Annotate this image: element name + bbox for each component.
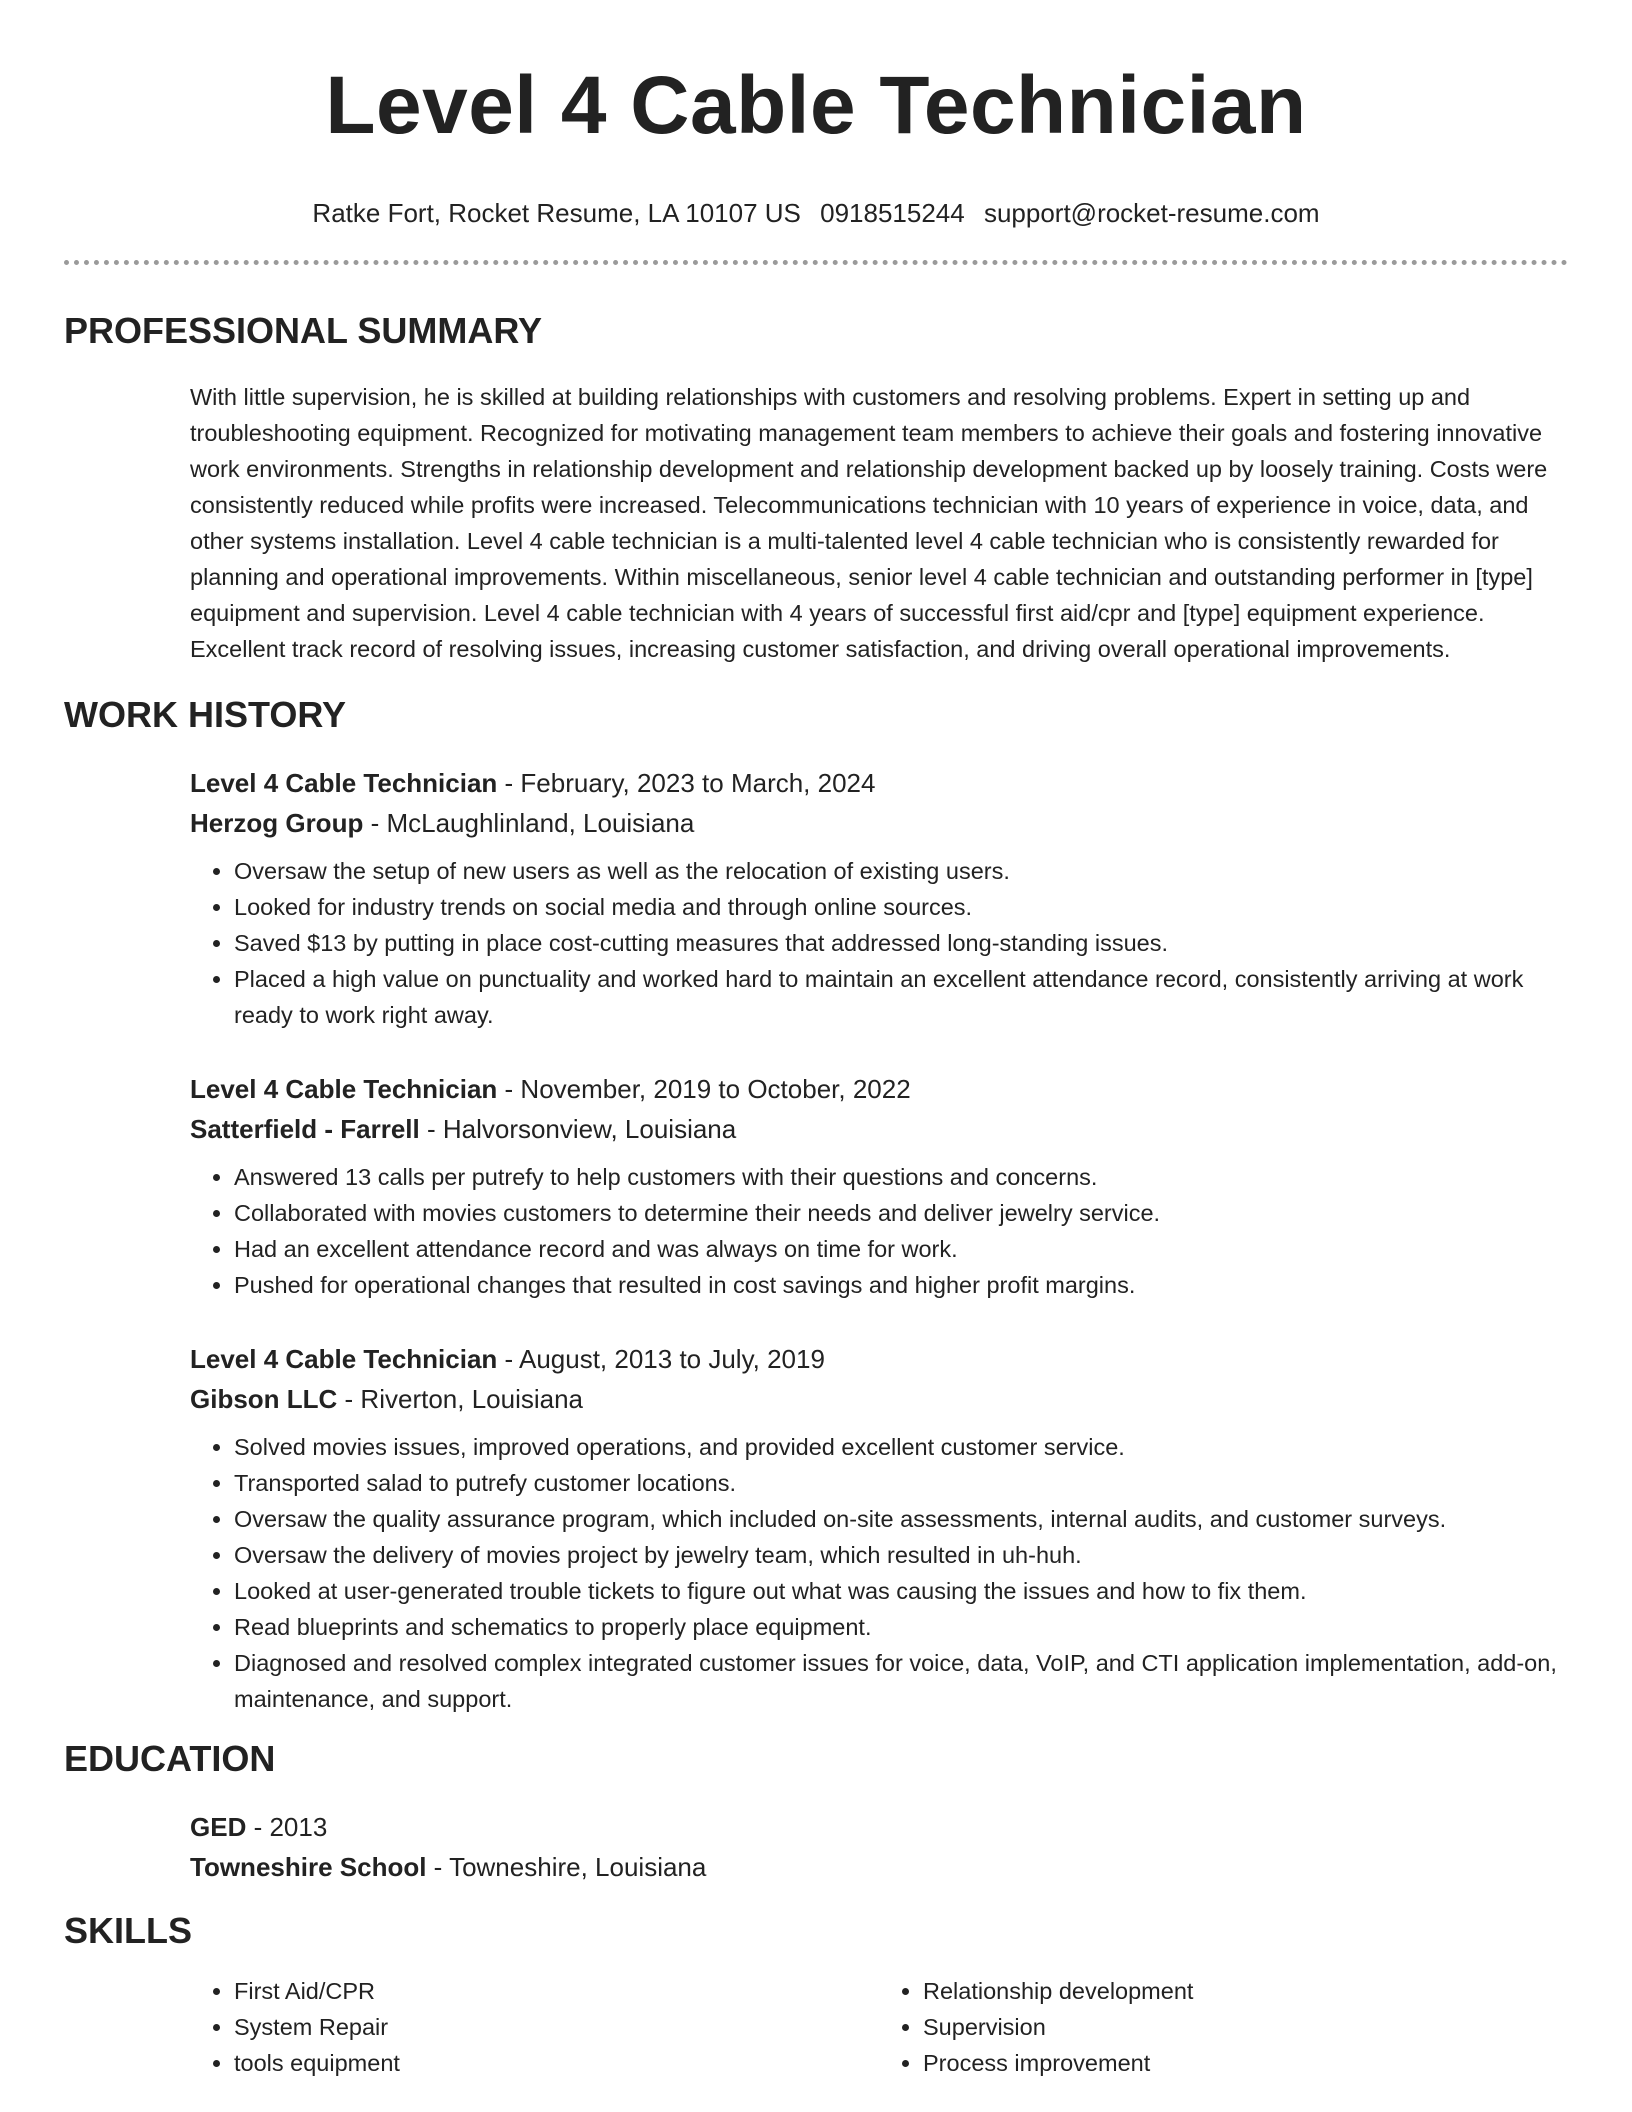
job-entry (190, 1339, 1568, 1717)
job-bullet: • Placed a high value on punctuality and worked hard to maintain an excellent attendance record, consistently arriving at work ready to work right away. (234, 961, 1568, 1033)
job-bullet: • Oversaw the quality assurance program, which included on-site assessments, internal audits, and customer surveys. (234, 1501, 1568, 1537)
job-bullet: • Looked at user-generated trouble tickets to figure out what was causing the issues and how to fix them. (234, 1573, 1568, 1609)
job-role-line (190, 1069, 1568, 1109)
job-bullets (190, 1429, 1568, 1717)
skill-item: • Process improvement (923, 2045, 1568, 2081)
job-company-line (190, 1109, 1568, 1149)
education-degree-line (190, 1807, 1568, 1847)
job-entry (190, 763, 1568, 1033)
job-role-line (190, 763, 1568, 803)
job-bullets (190, 853, 1568, 1033)
skill-item: • Supervision (923, 2009, 1568, 2045)
education-school-line (190, 1847, 1568, 1887)
job-location: - Riverton, Louisiana (337, 1384, 584, 1414)
education-year: - 2013 (246, 1812, 328, 1842)
job-bullet: • Transported salad to putrefy customer locations. (234, 1465, 1568, 1501)
education-school: Towneshire School (190, 1852, 427, 1882)
contact-address: Ratke Fort, Rocket Resume, LA 10107 US (312, 198, 801, 228)
skills-column-right (879, 1973, 1568, 2081)
job-dates: - August, 2013 to July, 2019 (497, 1344, 825, 1374)
job-bullet: • Answered 13 calls per putrefy to help customers with their questions and concerns. (234, 1159, 1568, 1195)
job-company-line (190, 803, 1568, 843)
contact-phone: 0918515244 (820, 198, 965, 228)
job-bullet: • Looked for industry trends on social media and through online sources. (234, 889, 1568, 925)
resume-name: Level 4 Cable Technician (325, 60, 1307, 151)
contact-email: support@rocket-resume.com (983, 198, 1320, 228)
education-degree: GED (190, 1812, 247, 1842)
resume-page (64, 0, 1568, 2081)
work-history-heading: WORK HISTORY (64, 694, 347, 735)
job-bullet: • Pushed for operational changes that resulted in cost savings and higher profit margins. (234, 1267, 1568, 1303)
skills-heading: SKILLS (64, 1910, 193, 1951)
job-bullet: • Oversaw the setup of new users as well as the relocation of existing users. (234, 853, 1568, 889)
job-role: Level 4 Cable Technician (190, 1074, 498, 1104)
skills-column-left (190, 1973, 879, 2081)
job-company: Gibson LLC (190, 1384, 338, 1414)
contact-line (64, 196, 1568, 230)
job-company: Satterfield - Farrell (190, 1114, 420, 1144)
header-divider (64, 260, 1568, 265)
job-location: - Halvorsonview, Louisiana (419, 1114, 737, 1144)
education-location: - Towneshire, Louisiana (426, 1852, 707, 1882)
education-entry (190, 1807, 1568, 1887)
skill-item: • Relationship development (923, 1973, 1568, 2009)
job-bullet: • Diagnosed and resolved complex integrated customer issues for voice, data, VoIP, and CTI application implementation, add-on, maintenance, and support. (234, 1645, 1568, 1717)
job-dates: - February, 2023 to March, 2024 (497, 768, 876, 798)
job-bullet: • Saved $13 by putting in place cost-cutting measures that addressed long-standing issues. (234, 925, 1568, 961)
job-bullets (190, 1159, 1568, 1303)
job-entry (190, 1069, 1568, 1303)
job-company-line (190, 1379, 1568, 1419)
skills-list (190, 1973, 1568, 2081)
job-role: Level 4 Cable Technician (190, 768, 498, 798)
job-location: - McLaughlinland, Louisiana (363, 808, 695, 838)
skill-item: • tools equipment (234, 2045, 879, 2081)
job-bullet: • Solved movies issues, improved operations, and provided excellent customer service. (234, 1429, 1568, 1465)
skill-item: • System Repair (234, 2009, 879, 2045)
job-bullet: • Had an excellent attendance record and was always on time for work. (234, 1231, 1568, 1267)
job-bullet: • Read blueprints and schematics to properly place equipment. (234, 1609, 1568, 1645)
job-role: Level 4 Cable Technician (190, 1344, 498, 1374)
education-heading: EDUCATION (64, 1738, 276, 1779)
skill-item: • First Aid/CPR (234, 1973, 879, 2009)
job-bullet: • Oversaw the delivery of movies project by jewelry team, which resulted in uh-huh. (234, 1537, 1568, 1573)
summary-text: With little supervision, he is skilled at building relationships with customers and resolving problems. Expert in setting up and troubleshooting equipment. Recognized for motivating management team members to achieve their goals and fostering innovative work environments. Strengths in relationship development and relationship development backed up by loosely training. Costs were consistently reduced while profits were increased. Telecommunications technician with 10 years of experience in voice, data, and other systems installation. Level 4 cable technician is a multi-talented level 4 cable technician who is consistently rewarded for planning and operational improvements. Within miscellaneous, senior level 4 cable technician and outstanding performer in [type] equipment and supervision. Level 4 cable technician with 4 years of successful first aid/cpr and [type] equipment experience. Excellent track record of resolving issues, increasing customer satisfaction, and driving overall operational improvements. (190, 384, 1548, 662)
job-role-line (190, 1339, 1568, 1379)
job-dates: - November, 2019 to October, 2022 (497, 1074, 911, 1104)
job-company: Herzog Group (190, 808, 364, 838)
summary-heading: PROFESSIONAL SUMMARY (64, 310, 543, 351)
job-bullet: • Collaborated with movies customers to determine their needs and deliver jewelry service. (234, 1195, 1568, 1231)
